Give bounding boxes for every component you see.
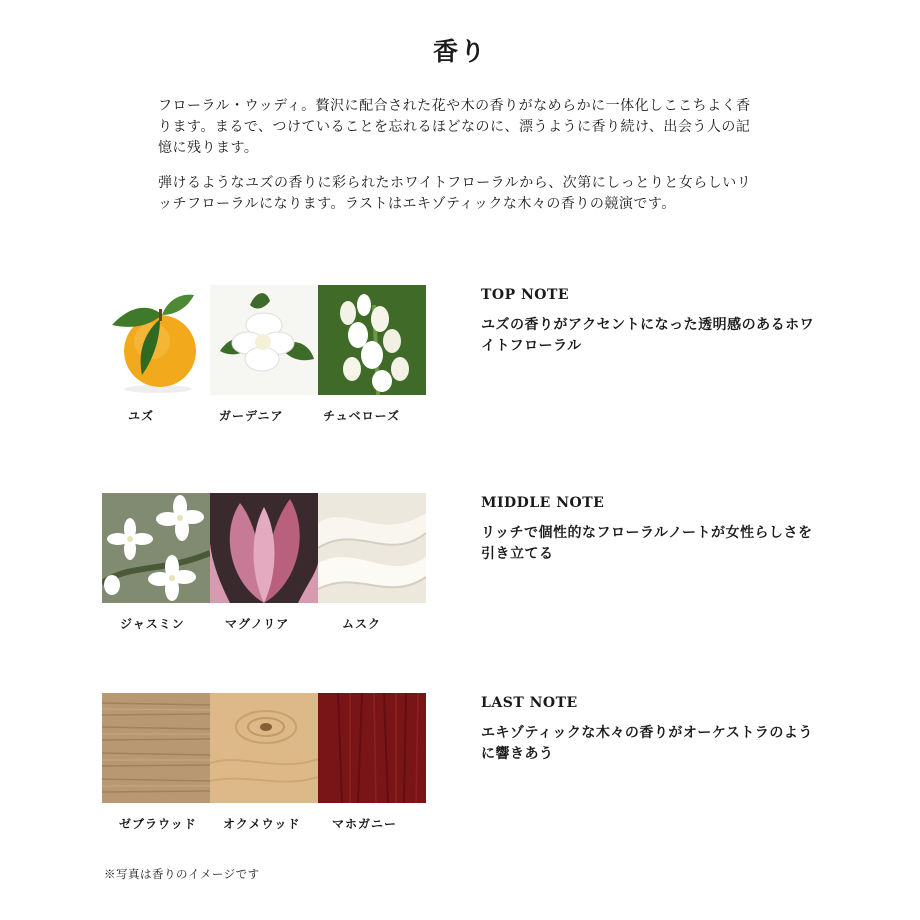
ingredient-caption: ムスク [342,617,382,631]
top-note-photos [102,285,426,395]
top-note-captions [95,407,435,427]
footnote: ※写真は香りのイメージです [104,867,260,881]
intro-text [158,96,758,215]
intro-paragraph-1: フローラル・ウッディ。贅沢に配合された花や木の香りがなめらかに一体化しここちよく香ります。まるで、つけていることを忘れるほどなのに、漂うように香り続け、出会う人の記憶に残ります。 [158,98,751,156]
note-heading: TOP NOTE [481,287,570,303]
magnolia-image [210,493,318,603]
last-note-captions [95,815,435,835]
jasmine-image [102,493,210,603]
tuberose-image [318,285,426,395]
middle-note-section [0,493,920,643]
zebrawood-image [102,693,210,803]
page-title: 香り [432,37,487,66]
ingredient-caption: マホガニー [332,817,398,831]
last-note-text [481,695,821,765]
note-heading: MIDDLE NOTE [481,495,605,511]
last-note-section [0,693,920,843]
ingredient-caption: マグノリア [225,617,290,631]
gardenia-image [210,285,318,395]
middle-note-captions [95,615,435,635]
okoume-image [210,693,318,803]
top-note-section [0,285,920,435]
note-description: エキゾティックな木々の香りがオーケストラのように響きあう [481,725,813,762]
mahogany-image [318,693,426,803]
note-heading: LAST NOTE [481,695,578,711]
ingredient-caption: ゼブラウッド [119,817,197,831]
intro-paragraph-2: 弾けるようなユズの香りに彩られたホワイトフローラルから、次第にしっとりと女らしいリッチフローラルになります。ラストはエキゾティックな木々の香りの競演です。 [158,175,752,212]
ingredient-caption: オクメウッド [223,817,301,831]
note-description: リッチで個性的なフローラルノートが女性らしさを引き立てる [481,525,813,562]
ingredient-caption: ジャスミン [120,617,185,631]
ingredient-caption: ガーデニア [219,409,284,423]
note-description: ユズの香りがアクセントになった透明感のあるホワイトフローラル [481,317,815,354]
last-note-photos [102,693,426,803]
middle-note-text [481,495,821,565]
top-note-text [481,287,821,357]
musk-image [318,493,426,603]
middle-note-photos [102,493,426,603]
ingredient-caption: ユズ [128,409,155,423]
ingredient-caption: チュベローズ [323,409,401,423]
yuzu-image [102,285,210,395]
